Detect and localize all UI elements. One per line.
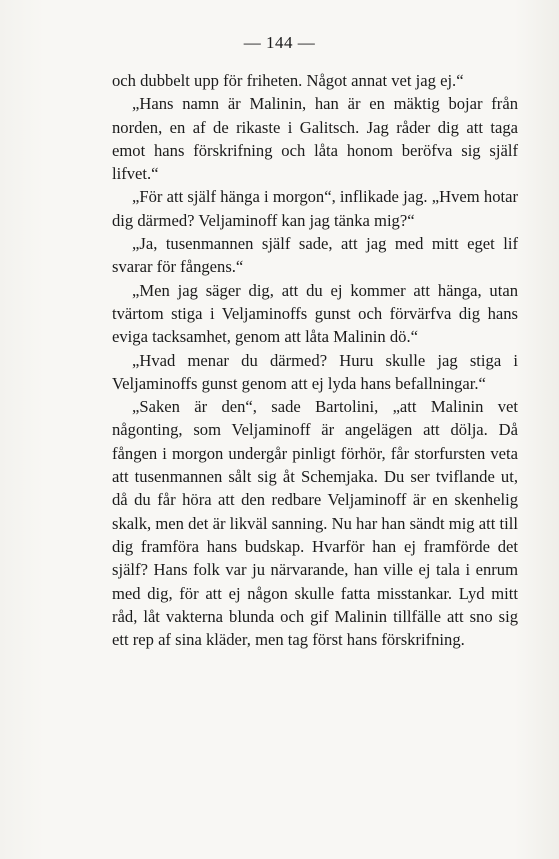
paragraph-7: „Saken är den“, sade Bartolini, „att Malinin vet någonting, som Veljaminoff är angelägen att dölja. Då fången i morgon undergår pinligt förhör, får storfursten veta att tusenmannen sålt sig åt Schemjaka. Du ser tviflande ut, då du får höra att den redbare Veljaminoff är en skenhelig skalk, men det är likväl sanning. Nu har han sändt mig att till dig framföra hans budskap. Hvarför han ej framförde det själf? Hans folk var ju närvarande, han ville ej tala i enrum med dig, för att ej någon skulle fatta misstankar. Lyd mitt råd, låt vakterna blunda och gif Malinin tillfälle att sno sig ett rep af sina kläder, men tag först hans förskrifning. (112, 397, 518, 650)
paragraph-6: „Hvad menar du därmed? Huru skulle jag stiga i Veljaminoffs gunst genom att ej lyda hans befallningar.“ (112, 350, 518, 393)
paragraph-1: och dubbelt upp för friheten. Något annat vet jag ej.“ (112, 71, 464, 90)
paragraph-5: „Men jag säger dig, att du ej kommer att hänga, utan tvärtom stiga i Veljaminoffs gunst och förvärfva dig hans eviga tacksamhet, genom att låta Malinin dö.“ (112, 280, 518, 347)
page-number: — 144 — (243, 33, 316, 52)
page-text (112, 69, 518, 651)
paragraph-4: „Ja, tusenmannen själf sade, att jag med mitt eget lif svarar för fångens.“ (112, 234, 518, 277)
paragraph-3: „För att själf hänga i morgon“, inflikade jag. „Hvem hotar dig därmed? Veljaminoff kan jag tänka mig?“ (112, 187, 518, 230)
paragraph-2: „Hans namn är Malinin, han är en mäktig bojar från norden, en af de rikaste i Galitsch. Jag råder dig att taga emot hans förskrifning och låta honom beröfva sig själf lifvet.“ (112, 94, 518, 184)
